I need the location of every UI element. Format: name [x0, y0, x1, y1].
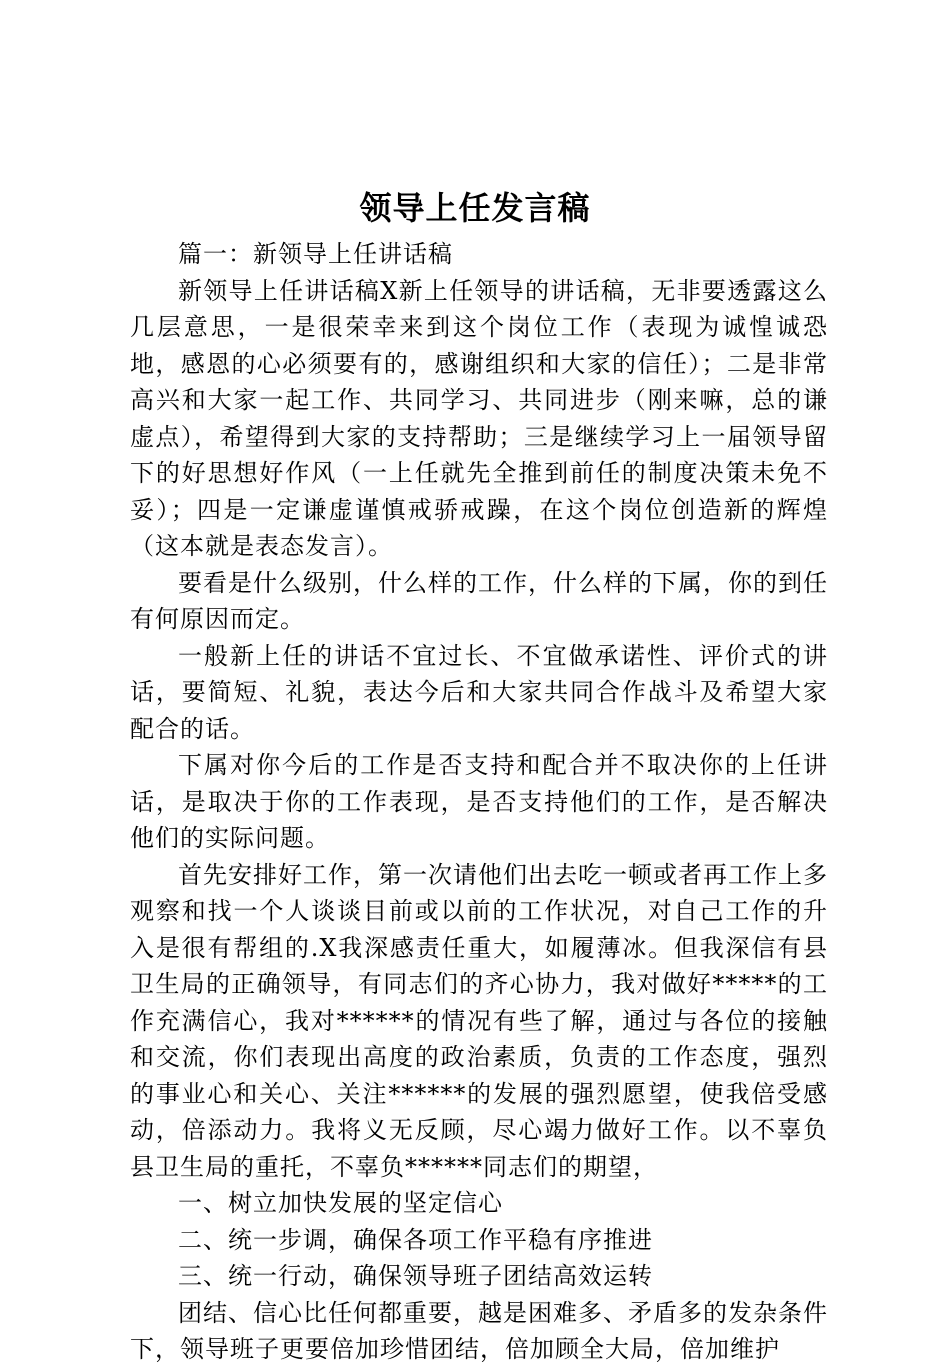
- document-body: [130, 236, 828, 1368]
- document-title: 领导上任发言稿: [359, 189, 591, 227]
- paragraph-subordinates: 下属对你今后的工作是否支持和配合并不取决你的上任讲话，是取决于你的工作表现，是否支持他们的工作，是否解决他们的实际问题。: [130, 751, 828, 852]
- paragraph-level: 要看是什么级别，什么样的工作，什么样的下属，你的到任有何原因而定。: [130, 568, 828, 633]
- list-item-confidence: 一、树立加快发展的坚定信心: [178, 1189, 503, 1217]
- paragraph-unity: 团结、信心比任何都重要，越是困难多、矛盾多的发杂条件下，领导班子更要倍加珍惜团结，倍加顾全大局，倍加维护: [130, 1298, 828, 1363]
- list-item-unify-pace: 二、统一步调，确保各项工作平稳有序推进: [178, 1225, 653, 1254]
- paragraph-brief-speech: 一般新上任的讲话不宜过长、不宜做承诺性、评价式的讲话，要简短、礼貌，表达今后和大家共同合作战斗及希望大家配合的话。: [130, 641, 828, 743]
- paragraph-arrange-work: 首先安排好工作，第一次请他们出去吃一顿或者再工作上多观察和找一个人谈谈目前或以前的工作状况，对自己工作的升入是很有帮组的.X我深感责任重大，如履薄冰。但我深信有县卫生局的正确领导，有同志们的齐心协力，我对做好*****的工作充满信心，我对******的情况有些了解，通过与各位的接触和交流，你们表现出高度的政治素质，负责的工作态度，强烈的事业心和关心、关注******的发展的强烈愿望，使我倍受感动，倍添动力。我将义无反顾，尽心竭力做好工作。以不辜负县卫生局的重托，不辜负******同志们的期望，: [130, 860, 828, 1181]
- paragraph-section-heading: 篇一：新领导上任讲话稿: [178, 240, 453, 268]
- paragraph-intro: 新领导上任讲话稿X新上任领导的讲话稿，无非要透露这么几层意思，一是很荣幸来到这个岗位工作（表现为诚惶诚恐地，感恩的心必须要有的，感谢组织和大家的信任）；二是非常高兴和大家一起工作、共同学习、共同进步（刚来嘛，总的谦虚点），希望得到大家的支持帮助；三是继续学习上一届领导留下的好思想好作风（一上任就先全推到前任的制度决策未免不妥）；四是一定谦虚谨慎戒骄戒躁，在这个岗位创造新的辉煌（这本就是表态发言）。: [130, 276, 828, 560]
- list-item-unify-action: 三、统一行动，确保领导班子团结高效运转: [178, 1262, 653, 1290]
